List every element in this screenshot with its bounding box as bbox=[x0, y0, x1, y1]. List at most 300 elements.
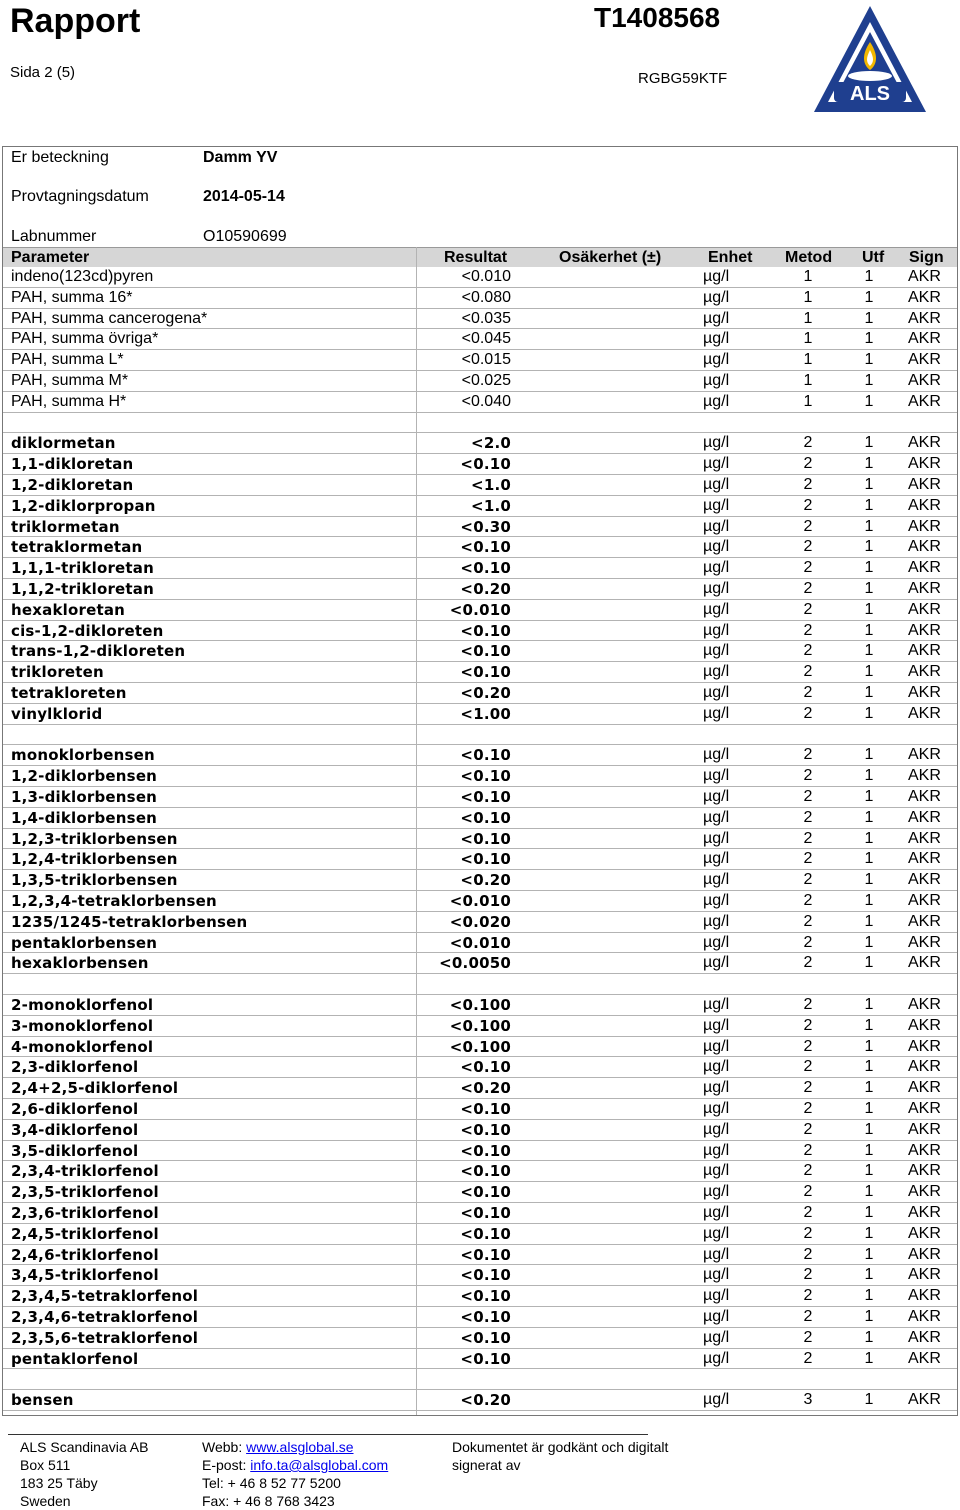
row-method: 2 bbox=[803, 621, 813, 639]
table-row bbox=[3, 496, 957, 517]
row-utf: 1 bbox=[864, 1016, 874, 1034]
table-row bbox=[3, 1328, 957, 1349]
row-unit: µg/l bbox=[703, 788, 730, 805]
row-result: <1.00 bbox=[460, 704, 511, 723]
labnr-value: O10590699 bbox=[203, 228, 287, 245]
row-parameter: 1,1,1-trikloretan bbox=[11, 559, 155, 578]
row-utf: 1 bbox=[864, 351, 874, 369]
footer-web bbox=[202, 1438, 354, 1456]
row-sign: AKR bbox=[908, 684, 941, 701]
row-parameter: 2,4,6-triklorfenol bbox=[11, 1245, 159, 1264]
row-method: 2 bbox=[803, 829, 813, 847]
row-method: 2 bbox=[803, 455, 813, 473]
table-row bbox=[3, 1120, 957, 1141]
row-sign: AKR bbox=[908, 746, 941, 764]
row-sign: AKR bbox=[908, 309, 941, 327]
row-utf: 1 bbox=[864, 1120, 874, 1138]
row-parameter: 2,4,5-triklorfenol bbox=[11, 1224, 159, 1243]
row-parameter: 1235/1245-tetraklorbensen bbox=[11, 912, 248, 931]
row-sign: AKR bbox=[908, 1120, 941, 1138]
row-unit: µg/l bbox=[703, 1016, 730, 1034]
web-label: Webb: bbox=[202, 1439, 247, 1455]
table-row bbox=[3, 704, 957, 725]
row-unit: µg/l bbox=[703, 1391, 730, 1409]
row-unit: µg/l bbox=[703, 829, 730, 847]
row-sign: AKR bbox=[908, 663, 941, 681]
row-utf: 1 bbox=[864, 1266, 874, 1284]
row-sign: AKR bbox=[908, 1308, 941, 1325]
table-row bbox=[3, 1099, 957, 1120]
row-utf: 1 bbox=[864, 1058, 874, 1076]
row-utf: 1 bbox=[864, 309, 874, 327]
row-result: <0.010 bbox=[449, 933, 511, 952]
row-sign: AKR bbox=[908, 954, 941, 972]
table-row bbox=[3, 787, 957, 808]
row-unit: µg/l bbox=[703, 746, 730, 764]
row-method: 2 bbox=[803, 704, 813, 722]
row-unit: µg/l bbox=[703, 392, 730, 410]
row-utf: 1 bbox=[864, 1287, 874, 1305]
row-result: <0.10 bbox=[460, 1058, 511, 1077]
table-row bbox=[3, 475, 957, 496]
row-parameter: 2,3,6-triklorfenol bbox=[11, 1204, 159, 1222]
row-result: <0.10 bbox=[460, 621, 511, 640]
col-unit: Enhet bbox=[708, 249, 753, 266]
table-row bbox=[3, 829, 957, 850]
row-parameter: 2,6-diklorfenol bbox=[11, 1100, 139, 1118]
row-method: 2 bbox=[803, 1308, 813, 1325]
table-row bbox=[3, 953, 957, 974]
row-method: 3 bbox=[803, 1391, 813, 1409]
table-row bbox=[3, 849, 957, 870]
table-row bbox=[3, 288, 957, 309]
email-label: E-post: bbox=[202, 1457, 251, 1473]
row-utf: 1 bbox=[864, 1204, 874, 1221]
row-unit: µg/l bbox=[703, 892, 730, 909]
row-parameter: PAH, summa övriga* bbox=[11, 330, 159, 348]
row-unit: µg/l bbox=[703, 684, 730, 701]
logo-text: ALS bbox=[850, 83, 890, 105]
row-sign: AKR bbox=[908, 871, 941, 889]
row-parameter: 1,2-diklorpropan bbox=[11, 496, 156, 515]
row-result: <0.10 bbox=[460, 746, 511, 765]
row-parameter: tetrakloreten bbox=[11, 684, 127, 702]
row-result: <0.10 bbox=[460, 663, 511, 682]
row-result: <0.100 bbox=[449, 1016, 511, 1035]
row-parameter: 1,4-diklorbensen bbox=[11, 808, 158, 827]
row-unit: µg/l bbox=[703, 538, 730, 556]
designation-label: Er beteckning bbox=[11, 149, 109, 166]
row-sign: AKR bbox=[908, 372, 941, 389]
row-method: 2 bbox=[803, 1120, 813, 1138]
row-utf: 1 bbox=[864, 580, 874, 597]
row-result: <0.10 bbox=[460, 1141, 511, 1160]
row-utf: 1 bbox=[864, 538, 874, 556]
row-unit: µg/l bbox=[703, 1079, 730, 1097]
table-row bbox=[3, 454, 957, 475]
table-row bbox=[3, 350, 957, 371]
row-sign: AKR bbox=[908, 1141, 941, 1159]
approval-line-2: signerat av bbox=[452, 1457, 521, 1473]
table-row bbox=[3, 1203, 957, 1224]
row-utf: 1 bbox=[864, 288, 874, 306]
row-sign: AKR bbox=[908, 496, 941, 514]
row-unit: µg/l bbox=[703, 351, 730, 369]
row-utf: 1 bbox=[864, 268, 874, 285]
row-method: 2 bbox=[803, 1079, 813, 1097]
row-utf: 1 bbox=[864, 933, 874, 951]
row-sign: AKR bbox=[908, 1079, 941, 1097]
row-method: 2 bbox=[803, 1183, 813, 1201]
table-row bbox=[3, 683, 957, 704]
row-method: 2 bbox=[803, 1162, 813, 1180]
row-utf: 1 bbox=[864, 808, 874, 826]
row-sign: AKR bbox=[908, 1058, 941, 1076]
row-utf: 1 bbox=[864, 1079, 874, 1097]
row-sign: AKR bbox=[908, 829, 941, 847]
row-utf: 1 bbox=[864, 1183, 874, 1201]
row-result: <0.080 bbox=[461, 288, 511, 306]
col-uncertainty: Osäkerhet (±) bbox=[559, 249, 662, 266]
table-row bbox=[3, 329, 957, 350]
row-method: 2 bbox=[803, 684, 813, 701]
row-parameter: diklormetan bbox=[11, 434, 116, 453]
row-parameter: trans-1,2-dikloreten bbox=[11, 642, 186, 661]
table-row bbox=[3, 1037, 957, 1058]
row-method: 2 bbox=[803, 808, 813, 826]
table-row bbox=[3, 662, 957, 683]
row-result: <0.10 bbox=[460, 559, 511, 578]
row-parameter: 1,1,2-trikloretan bbox=[11, 580, 155, 598]
table-row bbox=[3, 309, 957, 330]
row-sign: AKR bbox=[908, 1349, 941, 1367]
row-unit: µg/l bbox=[703, 600, 730, 618]
table-row bbox=[3, 558, 957, 579]
email-link[interactable]: info.ta@alsglobal.com bbox=[250, 1457, 389, 1473]
row-method: 1 bbox=[803, 351, 813, 369]
row-parameter: 1,3,5-triklorbensen bbox=[11, 871, 178, 890]
row-result: <0.010 bbox=[461, 268, 511, 285]
row-utf: 1 bbox=[864, 1391, 874, 1409]
row-unit: µg/l bbox=[703, 767, 730, 785]
row-parameter: 2,3-diklorfenol bbox=[11, 1058, 139, 1077]
row-result: <0.10 bbox=[460, 1204, 511, 1222]
designation-value: Damm YV bbox=[203, 149, 278, 166]
row-sign: AKR bbox=[908, 1204, 941, 1221]
table-row bbox=[3, 600, 957, 621]
row-utf: 1 bbox=[864, 621, 874, 639]
row-utf: 1 bbox=[864, 1224, 874, 1242]
row-method: 2 bbox=[803, 1328, 813, 1346]
row-unit: µg/l bbox=[703, 268, 730, 285]
row-utf: 1 bbox=[864, 455, 874, 473]
row-parameter: PAH, summa 16* bbox=[11, 288, 133, 306]
row-method: 2 bbox=[803, 517, 813, 535]
row-unit: µg/l bbox=[703, 954, 730, 972]
table-header bbox=[3, 247, 957, 267]
row-method: 1 bbox=[803, 392, 813, 410]
row-parameter: 2,3,5,6-tetraklorfenol bbox=[11, 1328, 199, 1347]
row-parameter: indeno(123cd)pyren bbox=[11, 268, 154, 285]
row-utf: 1 bbox=[864, 1308, 874, 1325]
row-result: <0.10 bbox=[460, 1287, 511, 1306]
row-parameter: 3-monoklorfenol bbox=[11, 1016, 154, 1035]
row-result: <0.010 bbox=[449, 892, 511, 910]
row-method: 2 bbox=[803, 476, 813, 493]
row-parameter: 1,2,3,4-tetraklorbensen bbox=[11, 892, 217, 910]
row-unit: µg/l bbox=[703, 1183, 730, 1201]
row-parameter: 1,1-dikloretan bbox=[11, 455, 134, 474]
row-utf: 1 bbox=[864, 1349, 874, 1367]
row-unit: µg/l bbox=[703, 1204, 730, 1221]
row-utf: 1 bbox=[864, 829, 874, 847]
row-parameter: 2,4+2,5-diklorfenol bbox=[11, 1079, 179, 1098]
table-row bbox=[3, 766, 957, 787]
row-utf: 1 bbox=[864, 996, 874, 1013]
table-row bbox=[3, 1245, 957, 1266]
row-unit: µg/l bbox=[703, 1308, 730, 1325]
row-parameter: PAH, summa L* bbox=[11, 351, 124, 369]
row-sign: AKR bbox=[908, 1016, 941, 1034]
row-parameter: 2,3,5-triklorfenol bbox=[11, 1183, 159, 1202]
row-parameter: 4-monoklorfenol bbox=[11, 1037, 154, 1056]
spacer-row bbox=[3, 725, 957, 746]
table-row bbox=[3, 433, 957, 454]
row-sign: AKR bbox=[908, 1266, 941, 1284]
row-unit: µg/l bbox=[703, 1328, 730, 1346]
row-parameter: 1,2-dikloretan bbox=[11, 476, 134, 494]
row-method: 2 bbox=[803, 1141, 813, 1159]
row-sign: AKR bbox=[908, 704, 941, 722]
row-sign: AKR bbox=[908, 600, 941, 618]
row-unit: µg/l bbox=[703, 808, 730, 826]
footer-email bbox=[202, 1456, 388, 1474]
row-utf: 1 bbox=[864, 372, 874, 389]
row-method: 2 bbox=[803, 746, 813, 764]
row-method: 2 bbox=[803, 892, 813, 909]
row-result: <0.10 bbox=[460, 1266, 511, 1285]
row-unit: µg/l bbox=[703, 1120, 730, 1138]
row-utf: 1 bbox=[864, 330, 874, 348]
row-method: 2 bbox=[803, 538, 813, 556]
row-unit: µg/l bbox=[703, 434, 730, 452]
table-row bbox=[3, 1161, 957, 1182]
row-unit: µg/l bbox=[703, 912, 730, 930]
col-method: Metod bbox=[785, 249, 833, 266]
row-utf: 1 bbox=[864, 1100, 874, 1117]
row-parameter: tetraklormetan bbox=[11, 538, 143, 557]
row-method: 2 bbox=[803, 1266, 813, 1284]
row-result: <0.10 bbox=[460, 829, 511, 848]
labnr-label: Labnummer bbox=[11, 228, 97, 245]
row-parameter: 2-monoklorfenol bbox=[11, 996, 154, 1014]
row-utf: 1 bbox=[864, 954, 874, 972]
spacer-row bbox=[3, 1369, 957, 1390]
row-parameter: 3,4,5-triklorfenol bbox=[11, 1266, 159, 1285]
row-method: 1 bbox=[803, 372, 813, 389]
row-result: <0.0050 bbox=[439, 954, 511, 973]
row-sign: AKR bbox=[908, 517, 941, 535]
row-parameter: hexakloretan bbox=[11, 600, 126, 619]
row-parameter: vinylklorid bbox=[11, 704, 103, 723]
row-method: 2 bbox=[803, 1058, 813, 1076]
row-parameter: pentaklorfenol bbox=[11, 1349, 139, 1368]
row-result: <0.045 bbox=[461, 330, 511, 348]
table-row bbox=[3, 995, 957, 1016]
row-sign: AKR bbox=[908, 1287, 941, 1305]
table-row bbox=[3, 621, 957, 642]
row-sign: AKR bbox=[908, 330, 941, 348]
row-parameter: cis-1,2-dikloreten bbox=[11, 621, 164, 640]
footer-postal: 183 25 Täby bbox=[20, 1475, 98, 1491]
row-result: <0.10 bbox=[460, 1100, 511, 1118]
row-method: 2 bbox=[803, 496, 813, 514]
report-title: Rapport bbox=[10, 2, 141, 40]
row-result: <0.20 bbox=[460, 1391, 511, 1410]
table-row bbox=[3, 1349, 957, 1370]
row-utf: 1 bbox=[864, 476, 874, 493]
row-sign: AKR bbox=[908, 1328, 941, 1346]
row-unit: µg/l bbox=[703, 1141, 730, 1159]
row-result: <0.10 bbox=[460, 1162, 511, 1181]
row-result: <0.30 bbox=[460, 517, 511, 536]
table-row bbox=[3, 1057, 957, 1078]
sample-code: RGBG59KTF bbox=[638, 70, 728, 87]
row-parameter: PAH, summa cancerogena* bbox=[11, 309, 208, 327]
row-sign: AKR bbox=[908, 1183, 941, 1201]
table-row bbox=[3, 1390, 957, 1411]
table-row bbox=[3, 267, 957, 288]
row-sign: AKR bbox=[908, 767, 941, 785]
row-result: <0.20 bbox=[460, 580, 511, 598]
row-utf: 1 bbox=[864, 767, 874, 785]
row-result: <2.0 bbox=[471, 434, 511, 453]
row-unit: µg/l bbox=[703, 1037, 730, 1055]
row-utf: 1 bbox=[864, 871, 874, 889]
row-unit: µg/l bbox=[703, 871, 730, 889]
row-sign: AKR bbox=[908, 850, 941, 868]
row-result: <0.10 bbox=[460, 1349, 511, 1368]
row-unit: µg/l bbox=[703, 517, 730, 535]
row-sign: AKR bbox=[908, 1162, 941, 1180]
row-parameter: trikloreten bbox=[11, 663, 104, 682]
row-utf: 1 bbox=[864, 434, 874, 452]
row-sign: AKR bbox=[908, 580, 941, 597]
row-method: 2 bbox=[803, 600, 813, 618]
row-parameter: pentaklorbensen bbox=[11, 933, 158, 952]
row-result: <0.040 bbox=[461, 392, 511, 410]
row-result: <0.20 bbox=[460, 684, 511, 702]
row-method: 2 bbox=[803, 1037, 813, 1055]
row-unit: µg/l bbox=[703, 621, 730, 639]
row-unit: µg/l bbox=[703, 1287, 730, 1305]
row-result: <0.025 bbox=[461, 372, 511, 389]
row-unit: µg/l bbox=[703, 1349, 730, 1367]
row-method: 2 bbox=[803, 850, 813, 868]
row-utf: 1 bbox=[864, 1162, 874, 1180]
row-method: 2 bbox=[803, 788, 813, 805]
row-utf: 1 bbox=[864, 663, 874, 681]
row-method: 1 bbox=[803, 330, 813, 348]
col-utf: Utf bbox=[862, 249, 885, 266]
spacer-row bbox=[3, 413, 957, 434]
col-parameter: Parameter bbox=[11, 249, 90, 266]
table-row bbox=[3, 1307, 957, 1328]
row-utf: 1 bbox=[864, 600, 874, 618]
table-row bbox=[3, 1182, 957, 1203]
row-sign: AKR bbox=[908, 476, 941, 493]
als-logo bbox=[812, 4, 928, 114]
table-row bbox=[3, 1265, 957, 1286]
row-result: <0.10 bbox=[460, 1224, 511, 1243]
row-parameter: 1,2,3-triklorbensen bbox=[11, 829, 178, 848]
row-parameter: 1,2,4-triklorbensen bbox=[11, 850, 178, 869]
table-row bbox=[3, 1286, 957, 1307]
row-utf: 1 bbox=[864, 684, 874, 701]
row-result: <0.10 bbox=[460, 788, 511, 806]
table-row bbox=[3, 1078, 957, 1099]
row-sign: AKR bbox=[908, 1245, 941, 1263]
web-link[interactable]: www.alsglobal.se bbox=[246, 1439, 354, 1455]
row-unit: µg/l bbox=[703, 455, 730, 473]
row-parameter: 3,4-diklorfenol bbox=[11, 1120, 139, 1139]
table-row bbox=[3, 912, 957, 933]
row-method: 2 bbox=[803, 954, 813, 972]
row-method: 1 bbox=[803, 309, 813, 327]
row-result: <0.100 bbox=[449, 996, 511, 1014]
row-unit: µg/l bbox=[703, 642, 730, 660]
row-parameter: hexaklorbensen bbox=[11, 954, 149, 973]
table-row bbox=[3, 933, 957, 954]
table-row bbox=[3, 579, 957, 600]
col-result: Resultat bbox=[444, 249, 508, 266]
footer-rule bbox=[8, 1434, 648, 1435]
table-row bbox=[3, 371, 957, 392]
footer-fax: Fax: + 46 8 768 3423 bbox=[202, 1493, 335, 1509]
row-unit: µg/l bbox=[703, 559, 730, 577]
row-sign: AKR bbox=[908, 642, 941, 660]
row-result: <0.035 bbox=[461, 309, 511, 327]
table-row bbox=[3, 517, 957, 538]
row-parameter: triklormetan bbox=[11, 517, 120, 536]
row-utf: 1 bbox=[864, 517, 874, 535]
row-result: <0.10 bbox=[460, 455, 511, 474]
row-method: 2 bbox=[803, 559, 813, 577]
row-sign: AKR bbox=[908, 288, 941, 306]
row-method: 2 bbox=[803, 1245, 813, 1263]
table-row bbox=[3, 891, 957, 912]
row-result: <0.10 bbox=[460, 808, 511, 827]
table-row bbox=[3, 1141, 957, 1162]
row-result: <0.100 bbox=[449, 1037, 511, 1056]
row-method: 2 bbox=[803, 663, 813, 681]
row-result: <1.0 bbox=[471, 476, 511, 494]
row-utf: 1 bbox=[864, 892, 874, 909]
footer-company: ALS Scandinavia AB bbox=[20, 1439, 149, 1455]
row-utf: 1 bbox=[864, 496, 874, 514]
row-sign: AKR bbox=[908, 621, 941, 639]
row-unit: µg/l bbox=[703, 850, 730, 868]
table-row bbox=[3, 808, 957, 829]
table-row bbox=[3, 870, 957, 891]
row-sign: AKR bbox=[908, 1224, 941, 1242]
row-parameter: PAH, summa M* bbox=[11, 372, 129, 389]
approval-line-1: Dokumentet är godkänt och digitalt bbox=[452, 1439, 669, 1455]
table-row bbox=[3, 537, 957, 558]
row-method: 2 bbox=[803, 580, 813, 597]
row-unit: µg/l bbox=[703, 309, 730, 327]
row-result: <0.020 bbox=[449, 912, 511, 931]
